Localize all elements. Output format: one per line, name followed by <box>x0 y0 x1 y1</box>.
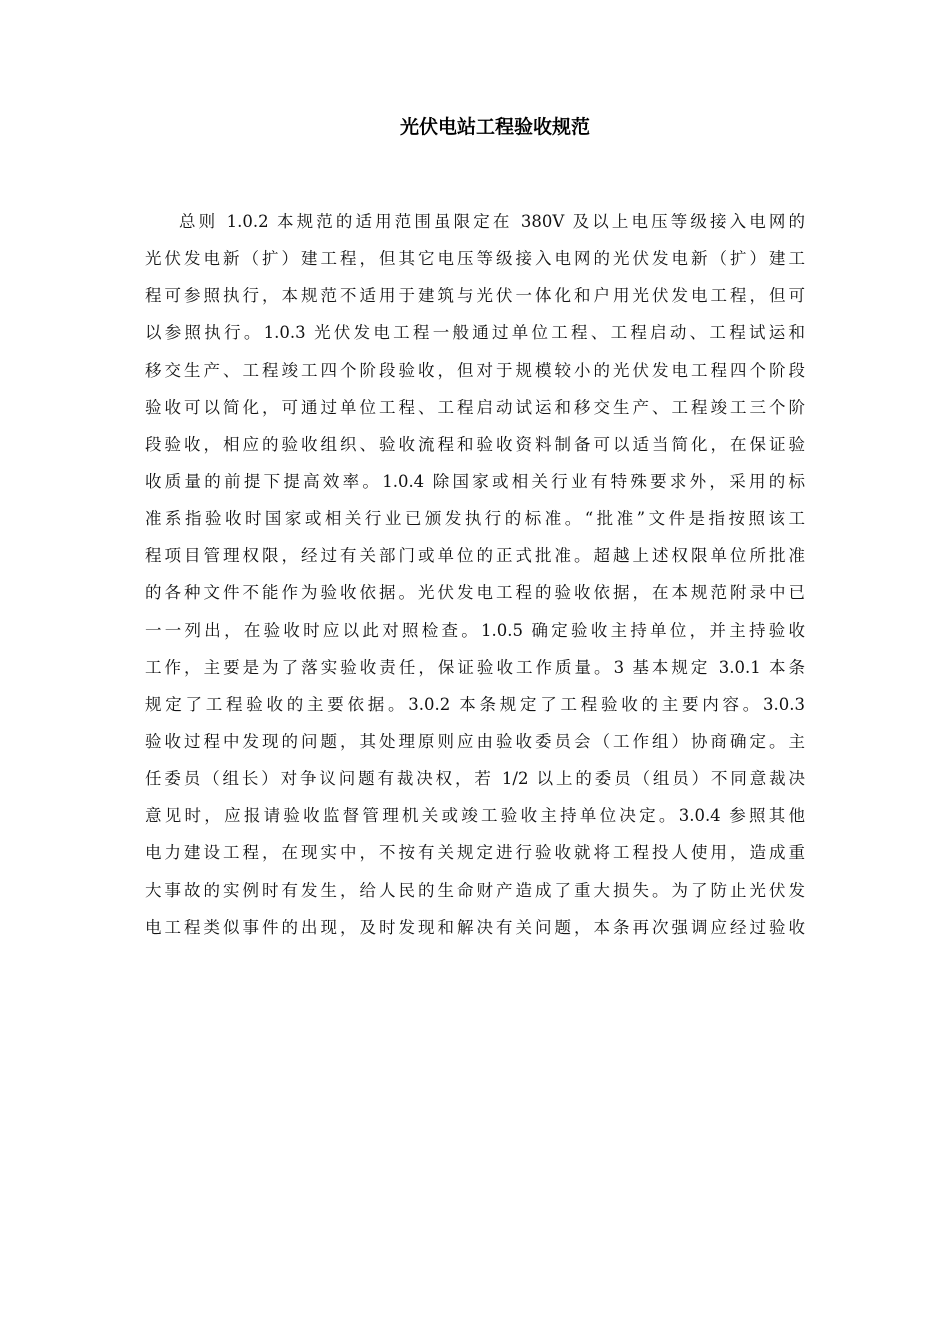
body-line: 验收过程中发现的问题，其处理原则应由验收委员会（工作组）协商确定。主 <box>145 731 805 751</box>
body-line: 程可参照执行，本规范不适用于建筑与光伏一体化和户用光伏发电工程，但可 <box>145 286 805 306</box>
body-line: 工作，主要是为了落实验收责任，保证验收工作质量。3 基本规定 3.0.1 本条 <box>145 657 805 677</box>
body-line: 段验收，相应的验收组织、验收流程和验收资料制备可以适当简化，在保证验 <box>145 434 805 454</box>
body-line: 光伏发电新（扩）建工程，但其它电压等级接入电网的光伏发电新（扩）建工 <box>145 249 805 269</box>
body-line: 的各种文件不能作为验收依据。光伏发电工程的验收依据，在本规范附录中已 <box>145 583 805 603</box>
body-line: 电力建设工程，在现实中，不按有关规定进行验收就将工程投人使用，造成重 <box>145 843 805 863</box>
body-line: 意见时，应报请验收监督管理机关或竣工验收主持单位决定。3.0.4 参照其他 <box>145 806 805 826</box>
body-line: 总则 1.0.2 本规范的适用范围虽限定在 380V 及以上电压等级接入电网的 <box>179 212 805 231</box>
body-line: 准系指验收时国家或相关行业已颁发执行的标准。“批准”文件是指按照该工 <box>145 509 805 529</box>
body-line: 任委员（组长）对争议问题有裁决权，若 1/2 以上的委员（组员）不同意裁决 <box>145 769 805 789</box>
body-line: 规定了工程验收的主要依据。3.0.2 本条规定了工程验收的主要内容。3.0.3 <box>145 694 805 714</box>
body-line: 验收可以简化，可通过单位工程、工程启动试运和移交生产、工程竣工三个阶 <box>145 397 805 417</box>
body-line: 移交生产、工程竣工四个阶段验收，但对于规模较小的光伏发电工程四个阶段 <box>145 360 805 380</box>
body-line: 一一列出，在验收时应以此对照检查。1.0.5 确定验收主持单位，并主持验收 <box>145 620 805 640</box>
body-line: 收质量的前提下提高效率。1.0.4 除国家或相关行业有特殊要求外，采用的标 <box>145 471 805 491</box>
document-title: 光伏电站工程验收规范 <box>399 116 590 138</box>
body-line: 程项目管理权限，经过有关部门或单位的正式批准。超越上述权限单位所批准 <box>145 546 805 566</box>
body-line: 以参照执行。1.0.3 光伏发电工程一般通过单位工程、工程启动、工程试运和 <box>145 323 805 343</box>
document-body <box>145 207 805 950</box>
body-line: 大事故的实例时有发生，给人民的生命财产造成了重大损失。为了防止光伏发 <box>145 880 805 900</box>
body-line: 电工程类似事件的出现，及时发现和解决有关问题，本条再次强调应经过验收 <box>145 917 805 937</box>
